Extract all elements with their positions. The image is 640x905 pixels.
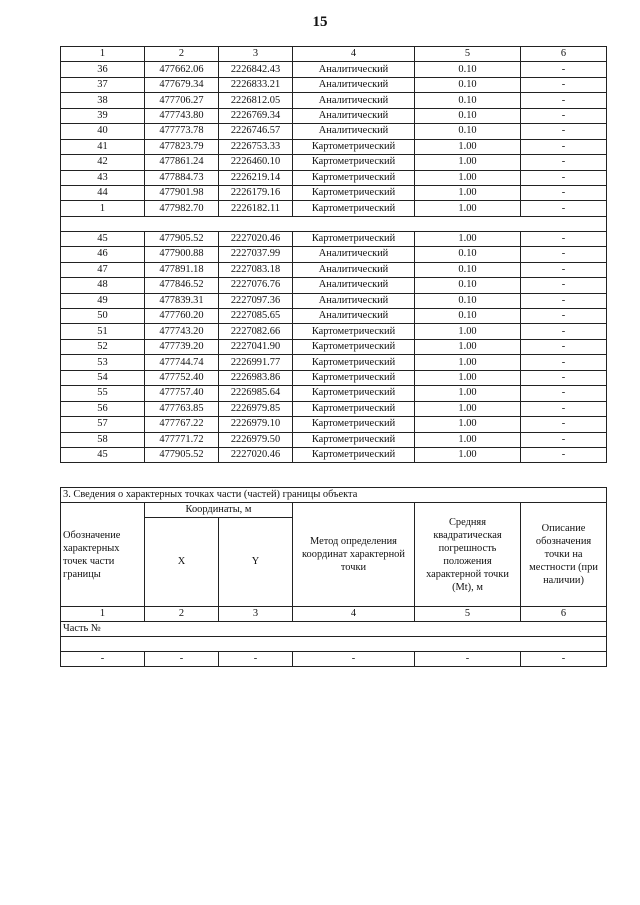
- method-cell: Картометрический: [293, 386, 415, 401]
- empty-cell: -: [145, 652, 219, 667]
- description-cell: -: [521, 108, 607, 123]
- table-row: [61, 339, 607, 354]
- table-row: [61, 185, 607, 200]
- table-row: [61, 124, 607, 139]
- header-description: Описание обозначения точки на местности (при наличии): [521, 503, 607, 607]
- col-number: 4: [293, 607, 415, 622]
- error-cell: 1.00: [415, 355, 521, 370]
- table-row: [61, 324, 607, 339]
- point-number-cell: 54: [61, 370, 145, 385]
- coord-x-cell: 477861.24: [145, 155, 219, 170]
- coord-y-cell: 2226753.33: [219, 139, 293, 154]
- point-number-cell: 39: [61, 108, 145, 123]
- table-row: [61, 262, 607, 277]
- coord-x-cell: 477757.40: [145, 386, 219, 401]
- table-row: [61, 231, 607, 246]
- method-cell: Картометрический: [293, 339, 415, 354]
- description-cell: -: [521, 293, 607, 308]
- description-cell: -: [521, 262, 607, 277]
- blank-row: [61, 637, 607, 652]
- coord-x-cell: 477905.52: [145, 231, 219, 246]
- table-row: [61, 355, 607, 370]
- description-cell: -: [521, 185, 607, 200]
- error-cell: 1.00: [415, 170, 521, 185]
- table-row: [61, 62, 607, 77]
- method-cell: Аналитический: [293, 108, 415, 123]
- error-cell: 1.00: [415, 185, 521, 200]
- description-cell: -: [521, 247, 607, 262]
- point-number-cell: 42: [61, 155, 145, 170]
- coord-y-cell: 2226219.14: [219, 170, 293, 185]
- page-number: 15: [312, 14, 328, 30]
- col-number: 2: [145, 47, 219, 62]
- coord-x-cell: 477839.31: [145, 293, 219, 308]
- part-label: Часть №: [61, 622, 607, 637]
- point-number-cell: 43: [61, 170, 145, 185]
- point-number-cell: 51: [61, 324, 145, 339]
- error-cell: 0.10: [415, 108, 521, 123]
- method-cell: Картометрический: [293, 370, 415, 385]
- description-cell: -: [521, 62, 607, 77]
- point-number-cell: 36: [61, 62, 145, 77]
- method-cell: Аналитический: [293, 93, 415, 108]
- error-cell: 0.10: [415, 278, 521, 293]
- point-number-cell: 40: [61, 124, 145, 139]
- description-cell: -: [521, 201, 607, 216]
- error-cell: 1.00: [415, 231, 521, 246]
- method-cell: Аналитический: [293, 124, 415, 139]
- error-cell: 1.00: [415, 386, 521, 401]
- coord-y-cell: 2227020.46: [219, 231, 293, 246]
- coord-x-cell: 477763.85: [145, 401, 219, 416]
- coord-x-cell: 477771.72: [145, 432, 219, 447]
- method-cell: Картометрический: [293, 185, 415, 200]
- error-cell: 0.10: [415, 262, 521, 277]
- description-cell: -: [521, 432, 607, 447]
- coord-x-cell: 477739.20: [145, 339, 219, 354]
- error-cell: 1.00: [415, 139, 521, 154]
- col-number: 2: [145, 607, 219, 622]
- error-cell: 0.10: [415, 62, 521, 77]
- coord-x-cell: 477884.73: [145, 170, 219, 185]
- table-row: [61, 201, 607, 216]
- coord-x-cell: 477905.52: [145, 447, 219, 462]
- error-cell: 1.00: [415, 447, 521, 462]
- error-cell: 1.00: [415, 370, 521, 385]
- point-number-cell: 57: [61, 417, 145, 432]
- table-row: [61, 309, 607, 324]
- coord-x-cell: 477823.79: [145, 139, 219, 154]
- coord-x-cell: 477846.52: [145, 278, 219, 293]
- coord-y-cell: 2227020.46: [219, 447, 293, 462]
- table-row: [61, 139, 607, 154]
- point-number-cell: 1: [61, 201, 145, 216]
- coord-x-cell: 477679.34: [145, 77, 219, 92]
- coord-y-cell: 2227041.90: [219, 339, 293, 354]
- description-cell: -: [521, 370, 607, 385]
- col-number: 3: [219, 607, 293, 622]
- coord-y-cell: 2226833.21: [219, 77, 293, 92]
- table-row: [61, 278, 607, 293]
- table-row: [61, 432, 607, 447]
- header-y: Y: [219, 518, 293, 607]
- column-numbers-row: [61, 47, 607, 62]
- coord-y-cell: 2226812.05: [219, 93, 293, 108]
- description-cell: -: [521, 93, 607, 108]
- method-cell: Аналитический: [293, 309, 415, 324]
- method-cell: Картометрический: [293, 355, 415, 370]
- part-empty-row: [61, 652, 607, 667]
- method-cell: Картометрический: [293, 170, 415, 185]
- section-title: 3. Сведения о характерных точках части (частей) границы объекта: [61, 488, 607, 503]
- coord-x-cell: 477773.78: [145, 124, 219, 139]
- coord-y-cell: 2226746.57: [219, 124, 293, 139]
- col-number: 3: [219, 47, 293, 62]
- method-cell: Аналитический: [293, 262, 415, 277]
- error-cell: 1.00: [415, 155, 521, 170]
- coord-x-cell: 477760.20: [145, 309, 219, 324]
- coord-x-cell: 477752.40: [145, 370, 219, 385]
- coord-y-cell: 2227083.18: [219, 262, 293, 277]
- description-cell: -: [521, 447, 607, 462]
- description-cell: -: [521, 401, 607, 416]
- coord-y-cell: 2227076.76: [219, 278, 293, 293]
- error-cell: 0.10: [415, 309, 521, 324]
- point-number-cell: 44: [61, 185, 145, 200]
- table-row: [61, 247, 607, 262]
- empty-cell: -: [293, 652, 415, 667]
- col-number: 4: [293, 47, 415, 62]
- description-cell: -: [521, 309, 607, 324]
- empty-cell: -: [61, 652, 145, 667]
- coord-x-cell: 477743.20: [145, 324, 219, 339]
- point-number-cell: 46: [61, 247, 145, 262]
- description-cell: -: [521, 324, 607, 339]
- coord-x-cell: 477891.18: [145, 262, 219, 277]
- coord-x-cell: 477982.70: [145, 201, 219, 216]
- coord-y-cell: 2226979.50: [219, 432, 293, 447]
- coord-y-cell: 2227037.99: [219, 247, 293, 262]
- table-row: [61, 386, 607, 401]
- method-cell: Картометрический: [293, 432, 415, 447]
- error-cell: 1.00: [415, 432, 521, 447]
- method-cell: Аналитический: [293, 293, 415, 308]
- error-cell: 0.10: [415, 293, 521, 308]
- col-number: 6: [521, 47, 607, 62]
- coord-y-cell: 2226842.43: [219, 62, 293, 77]
- description-cell: -: [521, 417, 607, 432]
- point-number-cell: 41: [61, 139, 145, 154]
- coord-x-cell: 477662.06: [145, 62, 219, 77]
- description-cell: -: [521, 139, 607, 154]
- method-cell: Картометрический: [293, 231, 415, 246]
- error-cell: 0.10: [415, 247, 521, 262]
- coord-y-cell: 2226979.85: [219, 401, 293, 416]
- point-number-cell: 45: [61, 447, 145, 462]
- part-column-numbers-row: [61, 607, 607, 622]
- table-row: [61, 155, 607, 170]
- coord-y-cell: 2226769.34: [219, 108, 293, 123]
- header-x: X: [145, 518, 219, 607]
- coord-y-cell: 2226460.10: [219, 155, 293, 170]
- point-number-cell: 55: [61, 386, 145, 401]
- table-row: [61, 170, 607, 185]
- coord-x-cell: 477901.98: [145, 185, 219, 200]
- coord-y-cell: 2226182.11: [219, 201, 293, 216]
- coord-x-cell: 477743.80: [145, 108, 219, 123]
- table-row: [61, 108, 607, 123]
- point-number-cell: 47: [61, 262, 145, 277]
- coord-y-cell: 2227085.65: [219, 309, 293, 324]
- boundary-points-table: [60, 46, 607, 463]
- table-row: [61, 447, 607, 462]
- coord-x-cell: 477900.88: [145, 247, 219, 262]
- empty-cell: -: [521, 652, 607, 667]
- empty-cell: -: [219, 652, 293, 667]
- header-designation: Обозначение характерных точек части границы: [61, 503, 145, 607]
- point-number-cell: 49: [61, 293, 145, 308]
- description-cell: -: [521, 170, 607, 185]
- blank-row: [61, 216, 607, 231]
- description-cell: -: [521, 231, 607, 246]
- method-cell: Аналитический: [293, 278, 415, 293]
- point-number-cell: 48: [61, 278, 145, 293]
- method-cell: Картометрический: [293, 417, 415, 432]
- table-row: [61, 401, 607, 416]
- coord-x-cell: 477744.74: [145, 355, 219, 370]
- header-error: Средняя квадратическая погрешность положения характерной точки (Mt), м: [415, 503, 521, 607]
- point-number-cell: 45: [61, 231, 145, 246]
- table-row: [61, 370, 607, 385]
- error-cell: 1.00: [415, 201, 521, 216]
- description-cell: -: [521, 124, 607, 139]
- table-row: [61, 93, 607, 108]
- col-number: 6: [521, 607, 607, 622]
- point-number-cell: 58: [61, 432, 145, 447]
- table-row: [61, 417, 607, 432]
- description-cell: -: [521, 386, 607, 401]
- point-number-cell: 53: [61, 355, 145, 370]
- coord-y-cell: 2226979.10: [219, 417, 293, 432]
- error-cell: 1.00: [415, 324, 521, 339]
- method-cell: Картометрический: [293, 447, 415, 462]
- method-cell: Картометрический: [293, 401, 415, 416]
- header-coordinates: Координаты, м: [145, 503, 293, 518]
- coord-x-cell: 477767.22: [145, 417, 219, 432]
- coord-y-cell: 2227097.36: [219, 293, 293, 308]
- point-number-cell: 37: [61, 77, 145, 92]
- point-number-cell: 50: [61, 309, 145, 324]
- error-cell: 0.10: [415, 77, 521, 92]
- coord-y-cell: 2227082.66: [219, 324, 293, 339]
- method-cell: Картометрический: [293, 201, 415, 216]
- description-cell: -: [521, 355, 607, 370]
- table-row: [61, 77, 607, 92]
- description-cell: -: [521, 278, 607, 293]
- error-cell: 1.00: [415, 339, 521, 354]
- method-cell: Аналитический: [293, 62, 415, 77]
- coord-y-cell: 2226179.16: [219, 185, 293, 200]
- description-cell: -: [521, 77, 607, 92]
- col-number: 1: [61, 47, 145, 62]
- point-number-cell: 52: [61, 339, 145, 354]
- col-number: 1: [61, 607, 145, 622]
- col-number: 5: [415, 47, 521, 62]
- coord-x-cell: 477706.27: [145, 93, 219, 108]
- method-cell: Картометрический: [293, 155, 415, 170]
- blank-cell: [61, 216, 607, 231]
- method-cell: Аналитический: [293, 247, 415, 262]
- point-number-cell: 56: [61, 401, 145, 416]
- coord-y-cell: 2226985.64: [219, 386, 293, 401]
- error-cell: 1.00: [415, 417, 521, 432]
- point-number-cell: 38: [61, 93, 145, 108]
- empty-cell: -: [415, 652, 521, 667]
- error-cell: 0.10: [415, 124, 521, 139]
- header-method: Метод определения координат характерной точки: [293, 503, 415, 607]
- error-cell: 1.00: [415, 401, 521, 416]
- method-cell: Аналитический: [293, 77, 415, 92]
- description-cell: -: [521, 339, 607, 354]
- description-cell: -: [521, 155, 607, 170]
- part-points-table: [60, 487, 607, 667]
- coord-y-cell: 2226991.77: [219, 355, 293, 370]
- col-number: 5: [415, 607, 521, 622]
- coord-y-cell: 2226983.86: [219, 370, 293, 385]
- method-cell: Картометрический: [293, 324, 415, 339]
- method-cell: Картометрический: [293, 139, 415, 154]
- error-cell: 0.10: [415, 93, 521, 108]
- table-row: [61, 293, 607, 308]
